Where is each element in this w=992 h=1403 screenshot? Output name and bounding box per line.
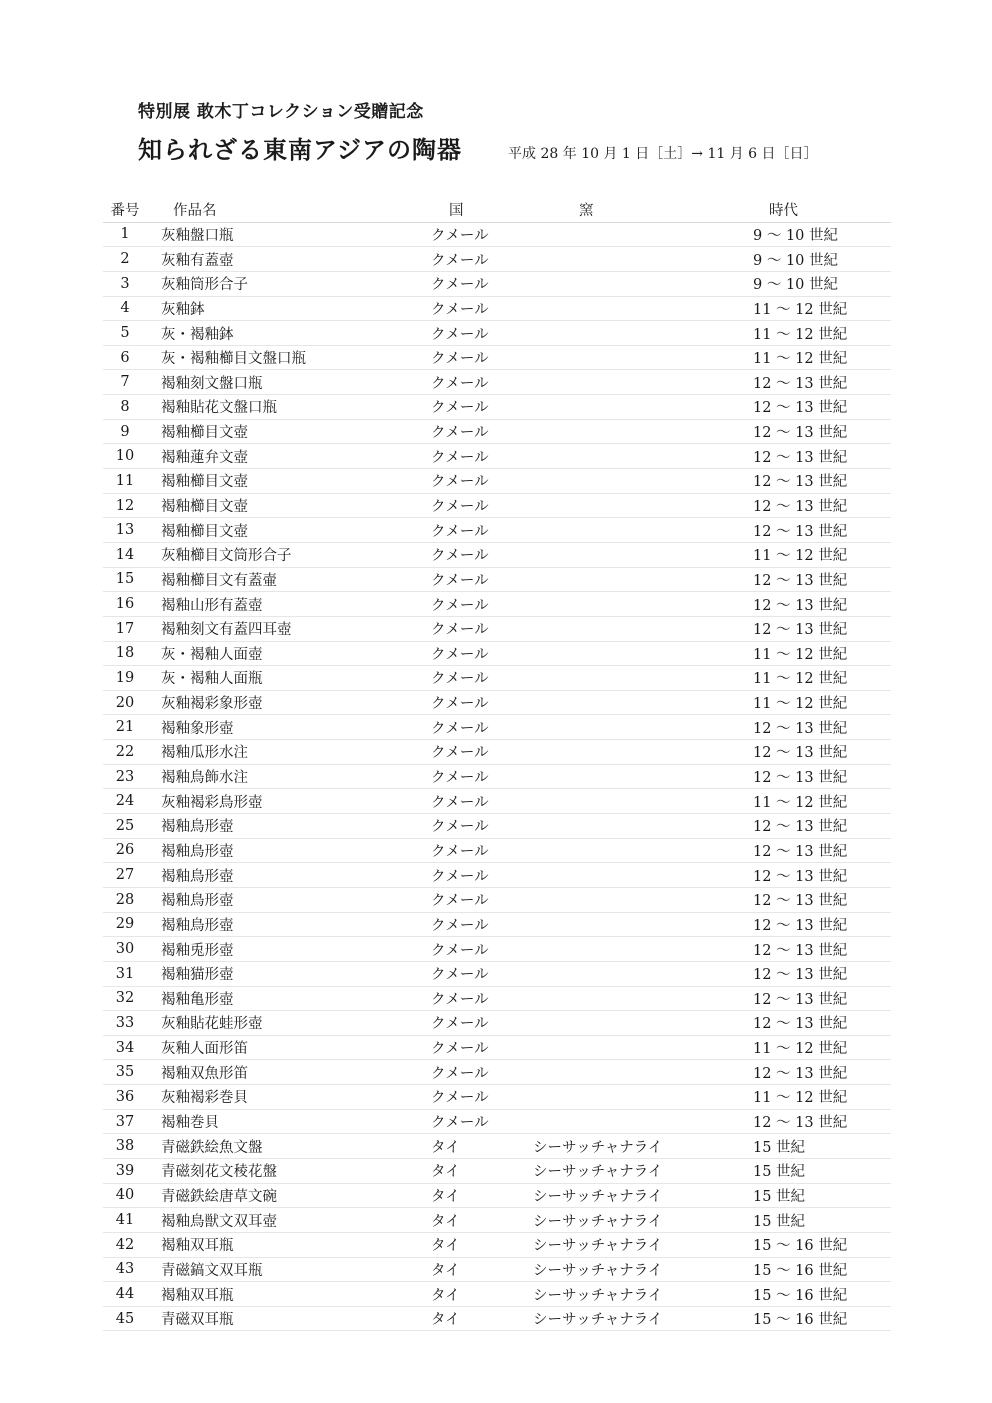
cell-number: 16 [115, 596, 135, 613]
cell-country: クメール [431, 351, 489, 368]
table-row [103, 1258, 891, 1283]
cell-country: クメール [431, 967, 489, 984]
cell-country: クメール [431, 622, 489, 639]
cell-country: タイ [431, 1188, 460, 1205]
cell-name: 褐釉鳥形壺 [161, 819, 234, 836]
cell-era: 11 ～ 12 世紀 [753, 548, 848, 565]
cell-name: 褐釉双魚形笛 [161, 1065, 248, 1082]
cell-country: クメール [431, 425, 489, 442]
cell-era: 15 世紀 [753, 1139, 806, 1156]
cell-kiln: シーサッチャナライ [533, 1164, 663, 1181]
cell-number: 32 [115, 990, 135, 1007]
cell-number: 19 [115, 669, 135, 686]
title-row [138, 130, 898, 165]
cell-era: 11 ～ 12 世紀 [753, 1090, 848, 1107]
table-body [103, 223, 891, 1332]
cell-kiln: シーサッチャナライ [533, 1312, 663, 1329]
cell-number: 40 [115, 1187, 135, 1204]
cell-country: クメール [431, 499, 489, 515]
table-row [103, 789, 891, 814]
cell-number: 7 [120, 374, 130, 391]
cell-country: クメール [431, 991, 489, 1008]
cell-country: タイ [431, 1164, 460, 1181]
table-row [103, 913, 891, 938]
table-row [103, 272, 891, 297]
cell-name: 褐釉瓜形水注 [161, 745, 248, 762]
cell-name: 褐釉鳥形壺 [161, 893, 234, 910]
cell-country: クメール [431, 794, 489, 811]
cell-number: 11 [115, 472, 135, 489]
table-row [103, 1307, 891, 1332]
cell-kiln: シーサッチャナライ [533, 1188, 663, 1205]
table-row [103, 420, 891, 445]
cell-era: 15 世紀 [753, 1188, 806, 1205]
cell-country: クメール [431, 326, 489, 343]
cell-number: 8 [120, 398, 130, 415]
cell-name: 褐釉双耳瓶 [161, 1287, 234, 1304]
table-row [103, 568, 891, 593]
table-row [103, 444, 891, 469]
cell-name: 褐釉刻文有蓋四耳壺 [161, 622, 292, 639]
cell-era: 12 ～ 13 世紀 [753, 449, 848, 466]
cell-name: 灰釉櫛目文筒形合子 [161, 548, 292, 565]
cell-name: 灰釉有蓋壺 [161, 252, 234, 269]
cell-number: 39 [115, 1162, 135, 1179]
table-row [103, 1085, 891, 1110]
cell-number: 14 [115, 546, 135, 563]
cell-number: 34 [115, 1039, 135, 1056]
table-row [103, 666, 891, 691]
cell-name: 青磁鉄絵唐草文碗 [161, 1188, 277, 1205]
cell-number: 5 [120, 325, 130, 342]
cell-number: 37 [115, 1113, 135, 1130]
cell-country: クメール [431, 893, 489, 910]
table-header-row [103, 198, 891, 223]
cell-country: クメール [431, 917, 489, 934]
cell-name: 青磁鉄絵魚文盤 [161, 1139, 263, 1156]
table-row [103, 543, 891, 568]
cell-number: 12 [115, 497, 135, 514]
cell-name: 灰釉人面形笛 [161, 1041, 248, 1058]
cell-era: 12 ～ 13 世紀 [753, 893, 848, 910]
table-row [103, 1233, 891, 1258]
cell-era: 15 世紀 [753, 1213, 806, 1230]
cell-name: 褐釉櫛目文壺 [161, 474, 248, 491]
cell-era: 12 ～ 13 世紀 [753, 597, 848, 614]
table-row [103, 1036, 891, 1061]
cell-era: 11 ～ 12 世紀 [753, 1041, 848, 1058]
table-row [103, 839, 891, 864]
cell-name: 褐釉蓮弁文壺 [161, 449, 248, 466]
cell-name: 褐釉双耳瓶 [161, 1238, 234, 1255]
cell-number: 23 [115, 768, 135, 785]
cell-era: 9 ～ 10 世紀 [753, 227, 839, 244]
cell-number: 33 [115, 1014, 135, 1031]
cell-name: 褐釉鳥獣文双耳壺 [161, 1213, 277, 1230]
table-row [103, 715, 891, 740]
cell-era: 12 ～ 13 世紀 [753, 745, 848, 762]
cell-name: 褐釉鳥形壺 [161, 868, 234, 885]
cell-country: クメール [431, 400, 489, 417]
table-row [103, 962, 891, 987]
cell-name: 褐釉兎形壺 [161, 942, 234, 959]
column-header-kiln: 窯 [579, 203, 594, 220]
table-row [103, 863, 891, 888]
cell-name: 褐釉象形壺 [161, 720, 234, 737]
cell-number: 38 [115, 1138, 135, 1155]
cell-era: 12 ～ 13 世紀 [753, 917, 848, 934]
cell-era: 12 ～ 13 世紀 [753, 499, 848, 515]
cell-name: 褐釉貼花文盤口瓶 [161, 400, 277, 417]
cell-name: 灰釉筒形合子 [161, 277, 248, 294]
cell-country: クメール [431, 1016, 489, 1033]
cell-number: 45 [115, 1310, 135, 1327]
cell-era: 12 ～ 13 世紀 [753, 868, 848, 885]
cell-number: 27 [115, 867, 135, 884]
cell-country: クメール [431, 252, 489, 269]
cell-country: タイ [431, 1139, 460, 1156]
cell-name: 褐釉巻貝 [161, 1115, 219, 1132]
cell-era: 11 ～ 12 世紀 [753, 671, 848, 688]
table-row [103, 370, 891, 395]
cell-name: 灰釉褐彩巻貝 [161, 1090, 248, 1107]
cell-kiln: シーサッチャナライ [533, 1139, 663, 1156]
cell-country: クメール [431, 720, 489, 737]
cell-number: 1 [120, 226, 130, 243]
cell-number: 4 [120, 300, 130, 317]
cell-name: 灰・褐釉人面壺 [161, 646, 263, 663]
cell-era: 12 ～ 13 世紀 [753, 819, 848, 836]
cell-number: 29 [115, 916, 135, 933]
table-row [103, 1159, 891, 1184]
cell-country: クメール [431, 696, 489, 713]
cell-era: 12 ～ 13 世紀 [753, 425, 848, 442]
table-row [103, 1011, 891, 1036]
exhibition-dates: 平成 28 年 10 月 1 日［土］→ 11 月 6 日［日］ [508, 146, 818, 162]
cell-number: 15 [115, 571, 135, 588]
cell-name: 褐釉櫛目文壺 [161, 425, 248, 442]
cell-era: 9 ～ 10 世紀 [753, 277, 839, 294]
cell-era: 12 ～ 13 世紀 [753, 942, 848, 959]
cell-number: 31 [115, 965, 135, 982]
cell-country: クメール [431, 474, 489, 491]
cell-country: タイ [431, 1287, 460, 1304]
cell-name: 褐釉鳥飾水注 [161, 770, 248, 787]
cell-number: 2 [120, 251, 130, 268]
cell-number: 35 [115, 1064, 135, 1081]
cell-name: 青磁刻花文稜花盤 [161, 1164, 277, 1181]
column-header-era: 時代 [769, 203, 798, 220]
cell-name: 灰釉盤口瓶 [161, 227, 234, 244]
table-row [103, 494, 891, 519]
cell-name: 褐釉櫛目文壺 [161, 499, 248, 515]
cell-country: クメール [431, 375, 489, 392]
cell-era: 11 ～ 12 世紀 [753, 351, 848, 368]
cell-number: 42 [115, 1236, 135, 1253]
cell-country: クメール [431, 277, 489, 294]
cell-number: 36 [115, 1088, 135, 1105]
cell-era: 11 ～ 12 世紀 [753, 794, 848, 811]
cell-number: 3 [120, 275, 130, 292]
table-row [103, 223, 891, 248]
table-row [103, 1060, 891, 1085]
cell-number: 41 [115, 1212, 135, 1229]
cell-kiln: シーサッチャナライ [533, 1238, 663, 1255]
cell-era: 11 ～ 12 世紀 [753, 301, 848, 318]
cell-name: 灰釉貼花蛙形壺 [161, 1016, 263, 1033]
cell-name: 褐釉刻文盤口瓶 [161, 375, 263, 392]
cell-number: 22 [115, 743, 135, 760]
cell-name: 灰釉鉢 [161, 301, 205, 318]
cell-name: 青磁鎬文双耳瓶 [161, 1262, 263, 1279]
cell-number: 17 [115, 620, 135, 637]
cell-era: 12 ～ 13 世紀 [753, 720, 848, 737]
table-row [103, 1134, 891, 1159]
cell-number: 26 [115, 842, 135, 859]
cell-era: 15 ～ 16 世紀 [753, 1287, 848, 1304]
cell-country: クメール [431, 770, 489, 787]
cell-era: 12 ～ 13 世紀 [753, 967, 848, 984]
cell-era: 12 ～ 13 世紀 [753, 474, 848, 491]
cell-country: タイ [431, 1213, 460, 1230]
exhibition-title: 知られざる東南アジアの陶器 [138, 135, 463, 164]
cell-country: クメール [431, 227, 489, 244]
cell-name: 褐釉櫛目文有蓋壷 [161, 572, 277, 589]
cell-country: クメール [431, 597, 489, 614]
column-header-name: 作品名 [173, 203, 217, 220]
cell-country: クメール [431, 548, 489, 565]
cell-era: 12 ～ 13 世紀 [753, 622, 848, 639]
cell-era: 12 ～ 13 世紀 [753, 523, 848, 540]
cell-number: 30 [115, 941, 135, 958]
cell-era: 11 ～ 12 世紀 [753, 696, 848, 713]
cell-era: 15 ～ 16 世紀 [753, 1312, 848, 1329]
table-row [103, 346, 891, 371]
cell-name: 褐釉鳥形壺 [161, 843, 234, 860]
cell-name: 灰・褐釉人面瓶 [161, 671, 263, 688]
cell-name: 青磁双耳瓶 [161, 1312, 234, 1329]
cell-country: クメール [431, 449, 489, 466]
cell-era: 12 ～ 13 世紀 [753, 400, 848, 417]
cell-country: タイ [431, 1312, 460, 1329]
cell-number: 43 [115, 1261, 135, 1278]
cell-country: タイ [431, 1262, 460, 1279]
cell-country: クメール [431, 1065, 489, 1082]
table-row [103, 937, 891, 962]
cell-name: 灰・褐釉櫛目文盤口瓶 [161, 351, 306, 368]
table-row [103, 691, 891, 716]
cell-number: 24 [115, 793, 135, 810]
cell-era: 12 ～ 13 世紀 [753, 1016, 848, 1033]
cell-era: 12 ～ 13 世紀 [753, 770, 848, 787]
cell-country: クメール [431, 942, 489, 959]
table-row [103, 518, 891, 543]
cell-number: 25 [115, 817, 135, 834]
cell-country: クメール [431, 1041, 489, 1058]
cell-name: 灰・褐釉鉢 [161, 326, 234, 343]
table-row [103, 765, 891, 790]
cell-name: 褐釉鳥形壺 [161, 917, 234, 934]
cell-country: クメール [431, 646, 489, 663]
exhibition-subtitle: 特別展 敢木丁コレクション受贈記念 [138, 102, 424, 122]
cell-country: クメール [431, 301, 489, 318]
cell-era: 12 ～ 13 世紀 [753, 991, 848, 1008]
table-row [103, 740, 891, 765]
cell-country: タイ [431, 1238, 460, 1255]
cell-era: 15 ～ 16 世紀 [753, 1238, 848, 1255]
cell-era: 12 ～ 13 世紀 [753, 572, 848, 589]
cell-era: 15 ～ 16 世紀 [753, 1262, 848, 1279]
cell-kiln: シーサッチャナライ [533, 1287, 663, 1304]
cell-number: 44 [115, 1286, 135, 1302]
cell-era: 15 世紀 [753, 1164, 806, 1181]
cell-name: 褐釉櫛目文壺 [161, 523, 248, 540]
cell-number: 6 [120, 349, 130, 366]
document-header [138, 100, 898, 165]
table-row [103, 1282, 891, 1307]
cell-name: 褐釉猫形壺 [161, 967, 234, 984]
cell-era: 9 ～ 10 世紀 [753, 252, 839, 269]
table-row [103, 395, 891, 420]
cell-era: 11 ～ 12 世紀 [753, 646, 848, 663]
cell-number: 20 [115, 694, 135, 711]
cell-name: 灰釉褐彩象形壺 [161, 696, 263, 713]
cell-country: クメール [431, 819, 489, 836]
table-row [103, 247, 891, 272]
table-row [103, 297, 891, 322]
cell-number: 10 [115, 448, 135, 465]
cell-era: 12 ～ 13 世紀 [753, 843, 848, 860]
cell-country: クメール [431, 1090, 489, 1107]
table-row [103, 642, 891, 667]
table-row [103, 814, 891, 839]
cell-era: 12 ～ 13 世紀 [753, 1115, 848, 1132]
cell-country: クメール [431, 523, 489, 540]
cell-number: 18 [115, 645, 135, 662]
cell-country: クメール [431, 572, 489, 589]
table-row [103, 987, 891, 1012]
table-row [103, 1184, 891, 1209]
cell-name: 灰釉褐彩鳥形壺 [161, 794, 263, 811]
table-row [103, 888, 891, 913]
cell-era: 12 ～ 13 世紀 [753, 1065, 848, 1082]
cell-kiln: シーサッチャナライ [533, 1213, 663, 1230]
cell-number: 21 [115, 719, 135, 736]
cell-number: 9 [120, 423, 130, 440]
table-row [103, 592, 891, 617]
works-table [103, 198, 891, 1331]
table-row [103, 321, 891, 346]
cell-country: クメール [431, 1115, 489, 1132]
cell-name: 褐釉亀形壺 [161, 991, 234, 1008]
cell-number: 13 [115, 522, 135, 539]
cell-name: 褐釉山形有蓋壺 [161, 597, 263, 614]
column-header-number: 番号 [110, 203, 140, 220]
cell-country: クメール [431, 868, 489, 885]
cell-number: 28 [115, 891, 135, 908]
cell-country: クメール [431, 843, 489, 860]
cell-era: 11 ～ 12 世紀 [753, 326, 848, 343]
cell-country: クメール [431, 745, 489, 762]
column-header-country: 国 [449, 203, 464, 220]
table-row [103, 1110, 891, 1135]
cell-era: 12 ～ 13 世紀 [753, 375, 848, 392]
table-row [103, 469, 891, 494]
table-row [103, 617, 891, 642]
table-row [103, 1208, 891, 1233]
cell-country: クメール [431, 671, 489, 688]
cell-kiln: シーサッチャナライ [533, 1262, 663, 1279]
